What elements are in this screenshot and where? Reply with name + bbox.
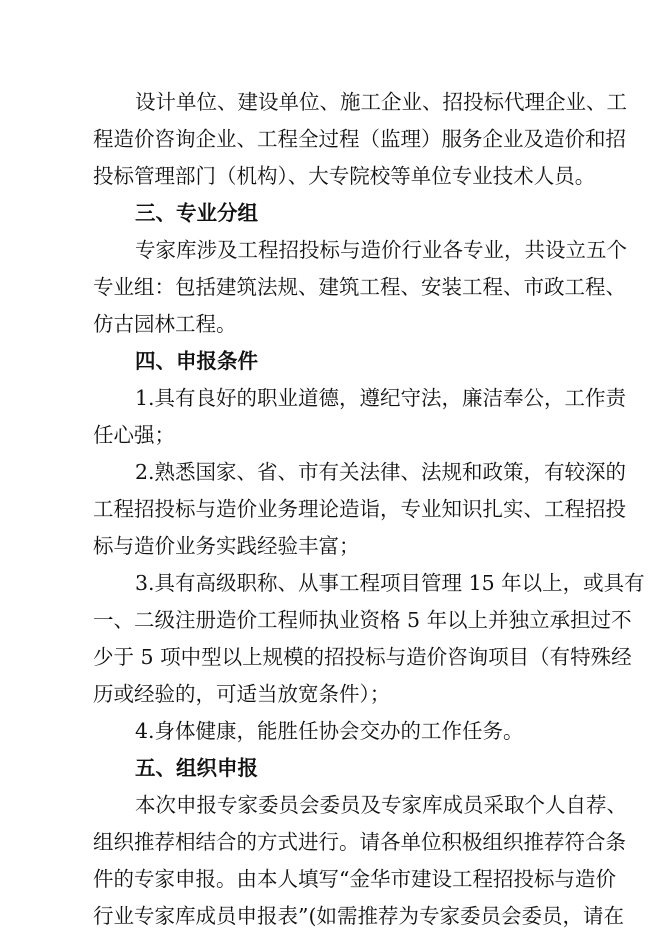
condition-2-line-3: 标与造价业务实践经验丰富； (93, 534, 360, 558)
section-5-line-2: 组织推荐相结合的方式进行。请各单位积极组织推荐符合条 (93, 830, 626, 854)
section-5-line-3: 件的专家申报。由本人填写“金华市建设工程招投标与造价 (93, 867, 616, 891)
section-3-heading: 三、专业分组 (135, 201, 258, 225)
section-3-line-1: 专家库涉及工程招投标与造价行业各专业，共设立五个 (135, 238, 627, 262)
condition-4-line-1: 4.身体健康，能胜任协会交办的工作任务。 (135, 719, 524, 743)
condition-2-line-2: 工程招投标与造价业务理论造诣，专业知识扎实、工程招投 (93, 497, 626, 521)
condition-3-line-4: 历或经验的，可适当放宽条件）； (93, 682, 391, 706)
intro-line-3: 投标管理部门（机构）、大专院校等单位专业技术人员。 (93, 164, 596, 188)
condition-3-line-3: 少于 5 项中型以上规模的招投标与造价咨询项目（有特殊经 (93, 645, 632, 669)
intro-line-2: 程造价咨询企业、工程全过程（监理）服务企业及造价和招 (93, 127, 626, 151)
section-5-line-1: 本次申报专家委员会委员及专家库成员采取个人自荐、 (135, 793, 627, 817)
section-5-heading: 五、组织申报 (135, 756, 258, 780)
condition-2-line-1: 2.熟悉国家、省、市有关法律、法规和政策，有较深的 (135, 460, 627, 484)
section-5-line-4: 行业专家库成员申报表”(如需推荐为专家委员会委员，请在 (93, 904, 624, 928)
condition-1-line-2: 任心强； (93, 423, 175, 447)
condition-3-line-1: 3.具有高级职称、从事工程项目管理 15 年以上，或具有 (135, 571, 645, 595)
section-3-line-3: 仿古园林工程。 (93, 312, 237, 336)
section-4-heading: 四、申报条件 (135, 349, 258, 373)
condition-1-line-1: 1.具有良好的职业道德，遵纪守法，廉洁奉公，工作责 (135, 386, 627, 410)
condition-3-line-2: 一、二级注册造价工程师执业资格 5 年以上并独立承担过不 (93, 608, 632, 632)
intro-line-1: 设计单位、建设单位、施工企业、招投标代理企业、工 (135, 90, 627, 114)
section-3-line-2: 专业组：包括建筑法规、建筑工程、安装工程、市政工程、 (93, 275, 626, 299)
